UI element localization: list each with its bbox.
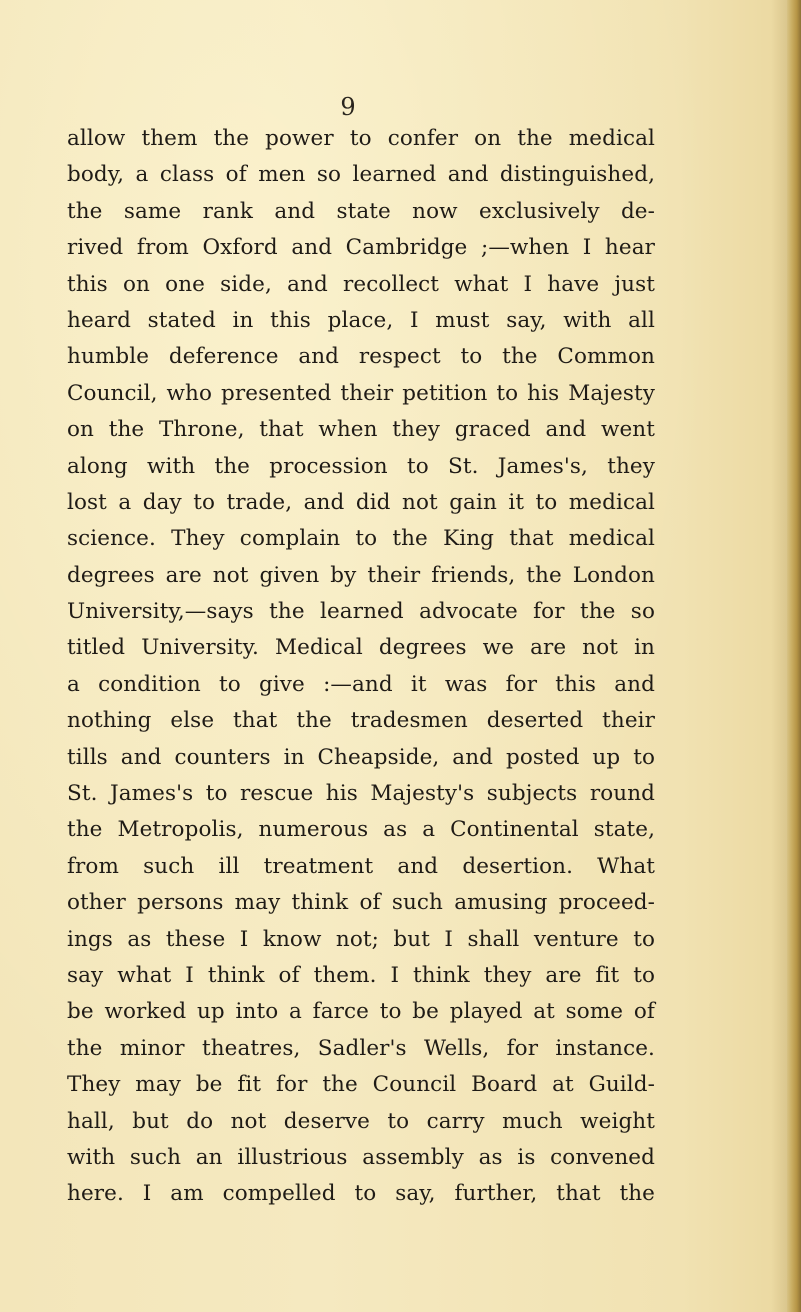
text-line: Council, who presented their petition to his Majesty (67, 380, 655, 406)
body-text (67, 121, 655, 1213)
text-line: ings as these I know not; but I shall venture to (67, 926, 655, 952)
text-line: be worked up into a farce to be played at some of (67, 999, 655, 1025)
text-line: University,—says the learned advocate for the so (67, 599, 655, 625)
text-line: heard stated in this place, I must say, with all (67, 307, 655, 333)
text-line: with such an illustrious assembly as is convened (67, 1144, 655, 1170)
text-line: rived from Oxford and Cambridge ;—when I hear (67, 235, 655, 261)
text-line: allow them the power to confer on the medical (67, 126, 655, 151)
text-line: say what I think of them. I think they are fit to (67, 962, 655, 988)
text-line: hall, but do not deserve to carry much weight (67, 1108, 655, 1134)
binding-edge (787, 0, 801, 1312)
text-line: nothing else that the tradesmen deserted their (67, 708, 655, 734)
text-line: a condition to give :—and it was for this and (67, 671, 655, 697)
binding-shadow (771, 0, 787, 1312)
text-line: on the Throne, that when they graced and went (67, 417, 655, 443)
page-number: 9 (340, 93, 356, 121)
text-line: humble deference and respect to the Common (67, 344, 655, 370)
text-line: St. James's to rescue his Majesty's subjects round (67, 781, 655, 807)
text-line: the Metropolis, numerous as a Continental state, (67, 817, 655, 843)
text-line: titled University. Medical degrees we are not in (67, 635, 655, 661)
text-line: body, a class of men so learned and distinguished, (67, 162, 655, 188)
text-line: the minor theatres, Sadler's Wells, for instance. (67, 1035, 655, 1061)
text-line: lost a day to trade, and did not gain it to medical (67, 489, 655, 515)
text-line: degrees are not given by their friends, the London (67, 562, 655, 588)
text-line: other persons may think of such amusing proceed- (67, 890, 655, 916)
text-line: science. They complain to the King that medical (67, 526, 655, 552)
text-line: from such ill treatment and desertion. What (67, 853, 655, 879)
text-line: here. I am compelled to say, further, that the (67, 1181, 655, 1207)
text-line: this on one side, and recollect what I have just (67, 271, 655, 297)
text-line: the same rank and state now exclusively de- (67, 198, 655, 224)
text-line: tills and counters in Cheapside, and posted up to (67, 744, 655, 770)
text-line: along with the procession to St. James's, they (67, 453, 655, 479)
text-line: They may be fit for the Council Board at Guild- (67, 1072, 655, 1098)
